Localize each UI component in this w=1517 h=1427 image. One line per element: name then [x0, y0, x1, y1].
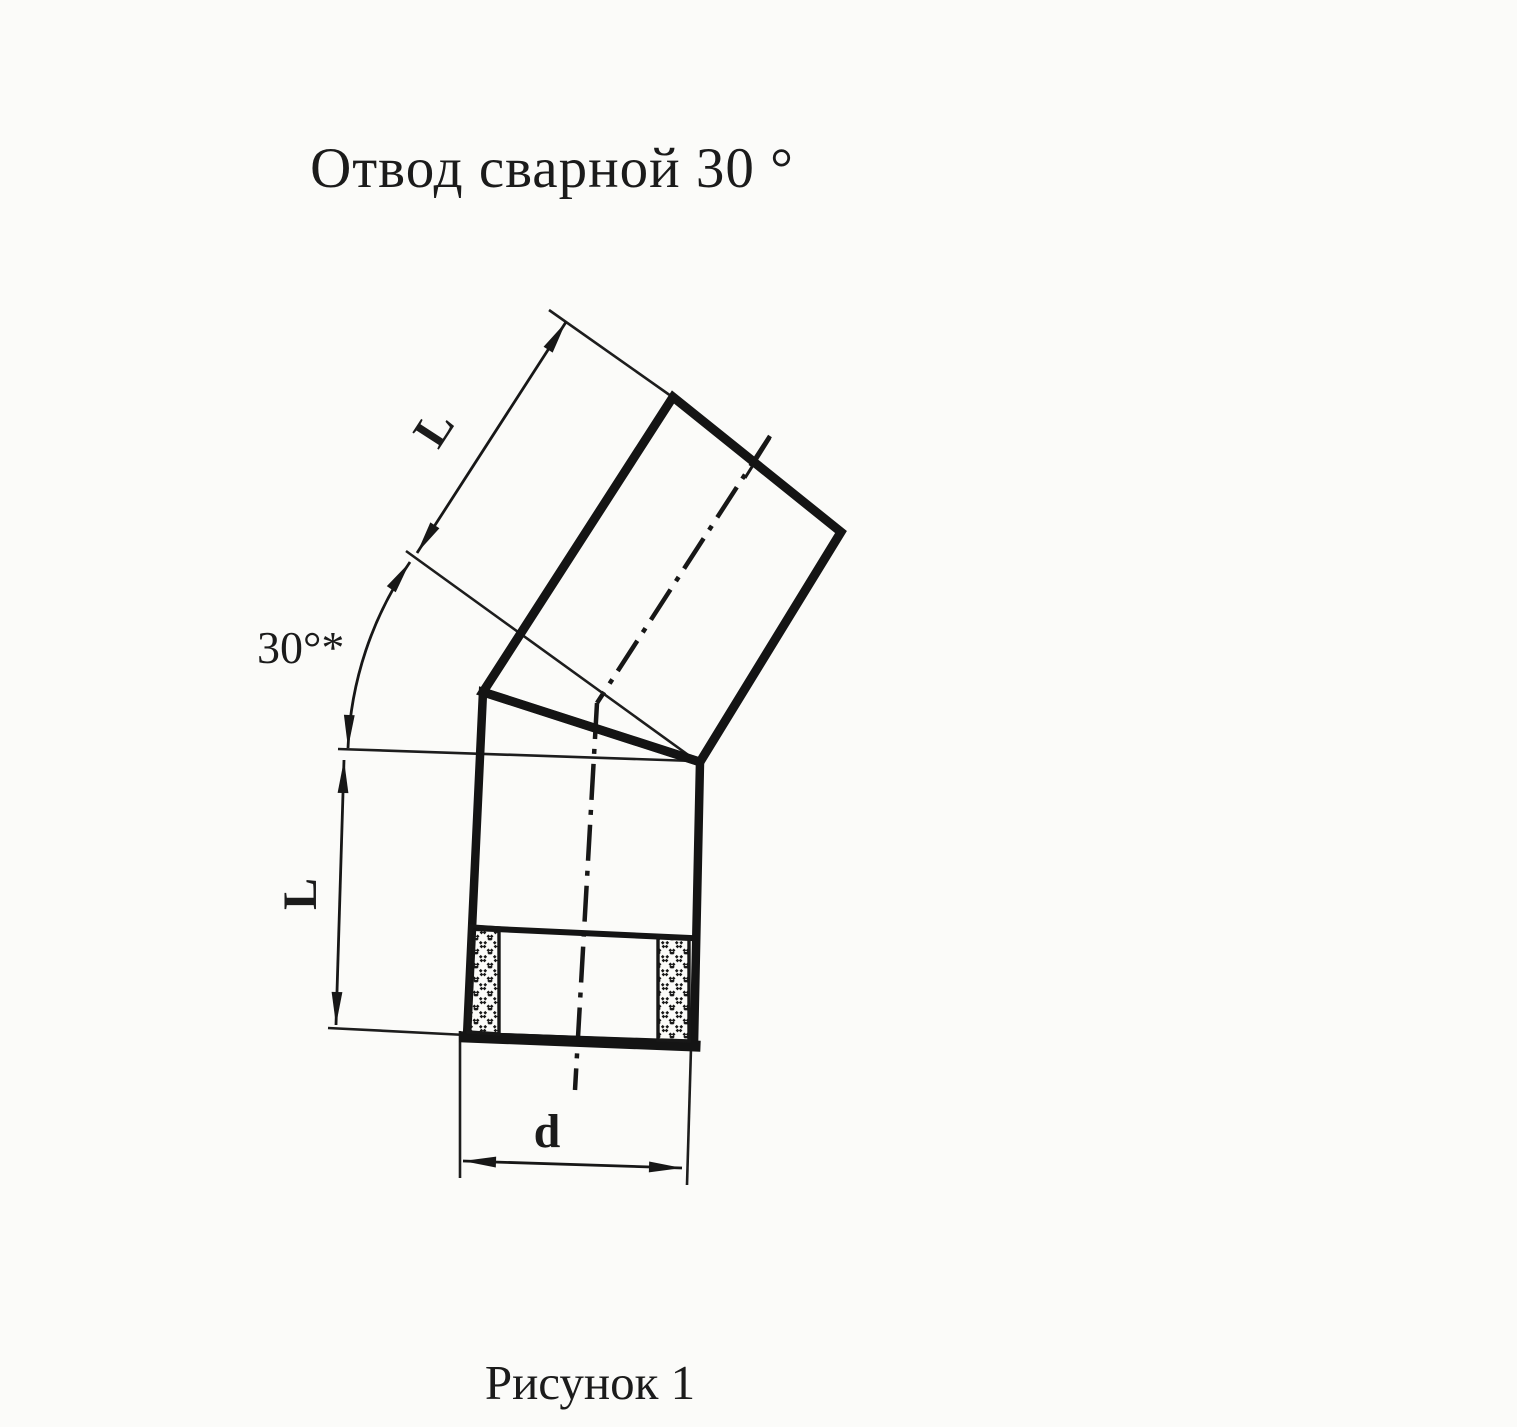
pipe-outlines — [465, 397, 841, 1046]
diameter-extension-right — [687, 1048, 691, 1185]
pipe-wall-section-right — [658, 936, 689, 1041]
pipe-wall-section-left — [468, 926, 499, 1034]
angle-label: 30°* — [257, 622, 345, 673]
diameter-label: d — [533, 1105, 561, 1158]
diameter-dimension-line — [463, 1161, 682, 1168]
horizontal-reference-line — [338, 749, 694, 761]
end-face-extension-line — [549, 310, 671, 396]
figure-caption: Рисунок 1 — [484, 1355, 696, 1410]
lower-length-dimension-line — [336, 760, 344, 1025]
lower-length-label: L — [274, 877, 327, 911]
lower-length-extension-line — [328, 1028, 466, 1035]
angle-dimension-arc — [348, 562, 410, 748]
lower-segment-centerline — [575, 703, 597, 1090]
upper-length-label: L — [403, 400, 465, 457]
page-title: Отвод сварной 30 ° — [310, 137, 794, 200]
